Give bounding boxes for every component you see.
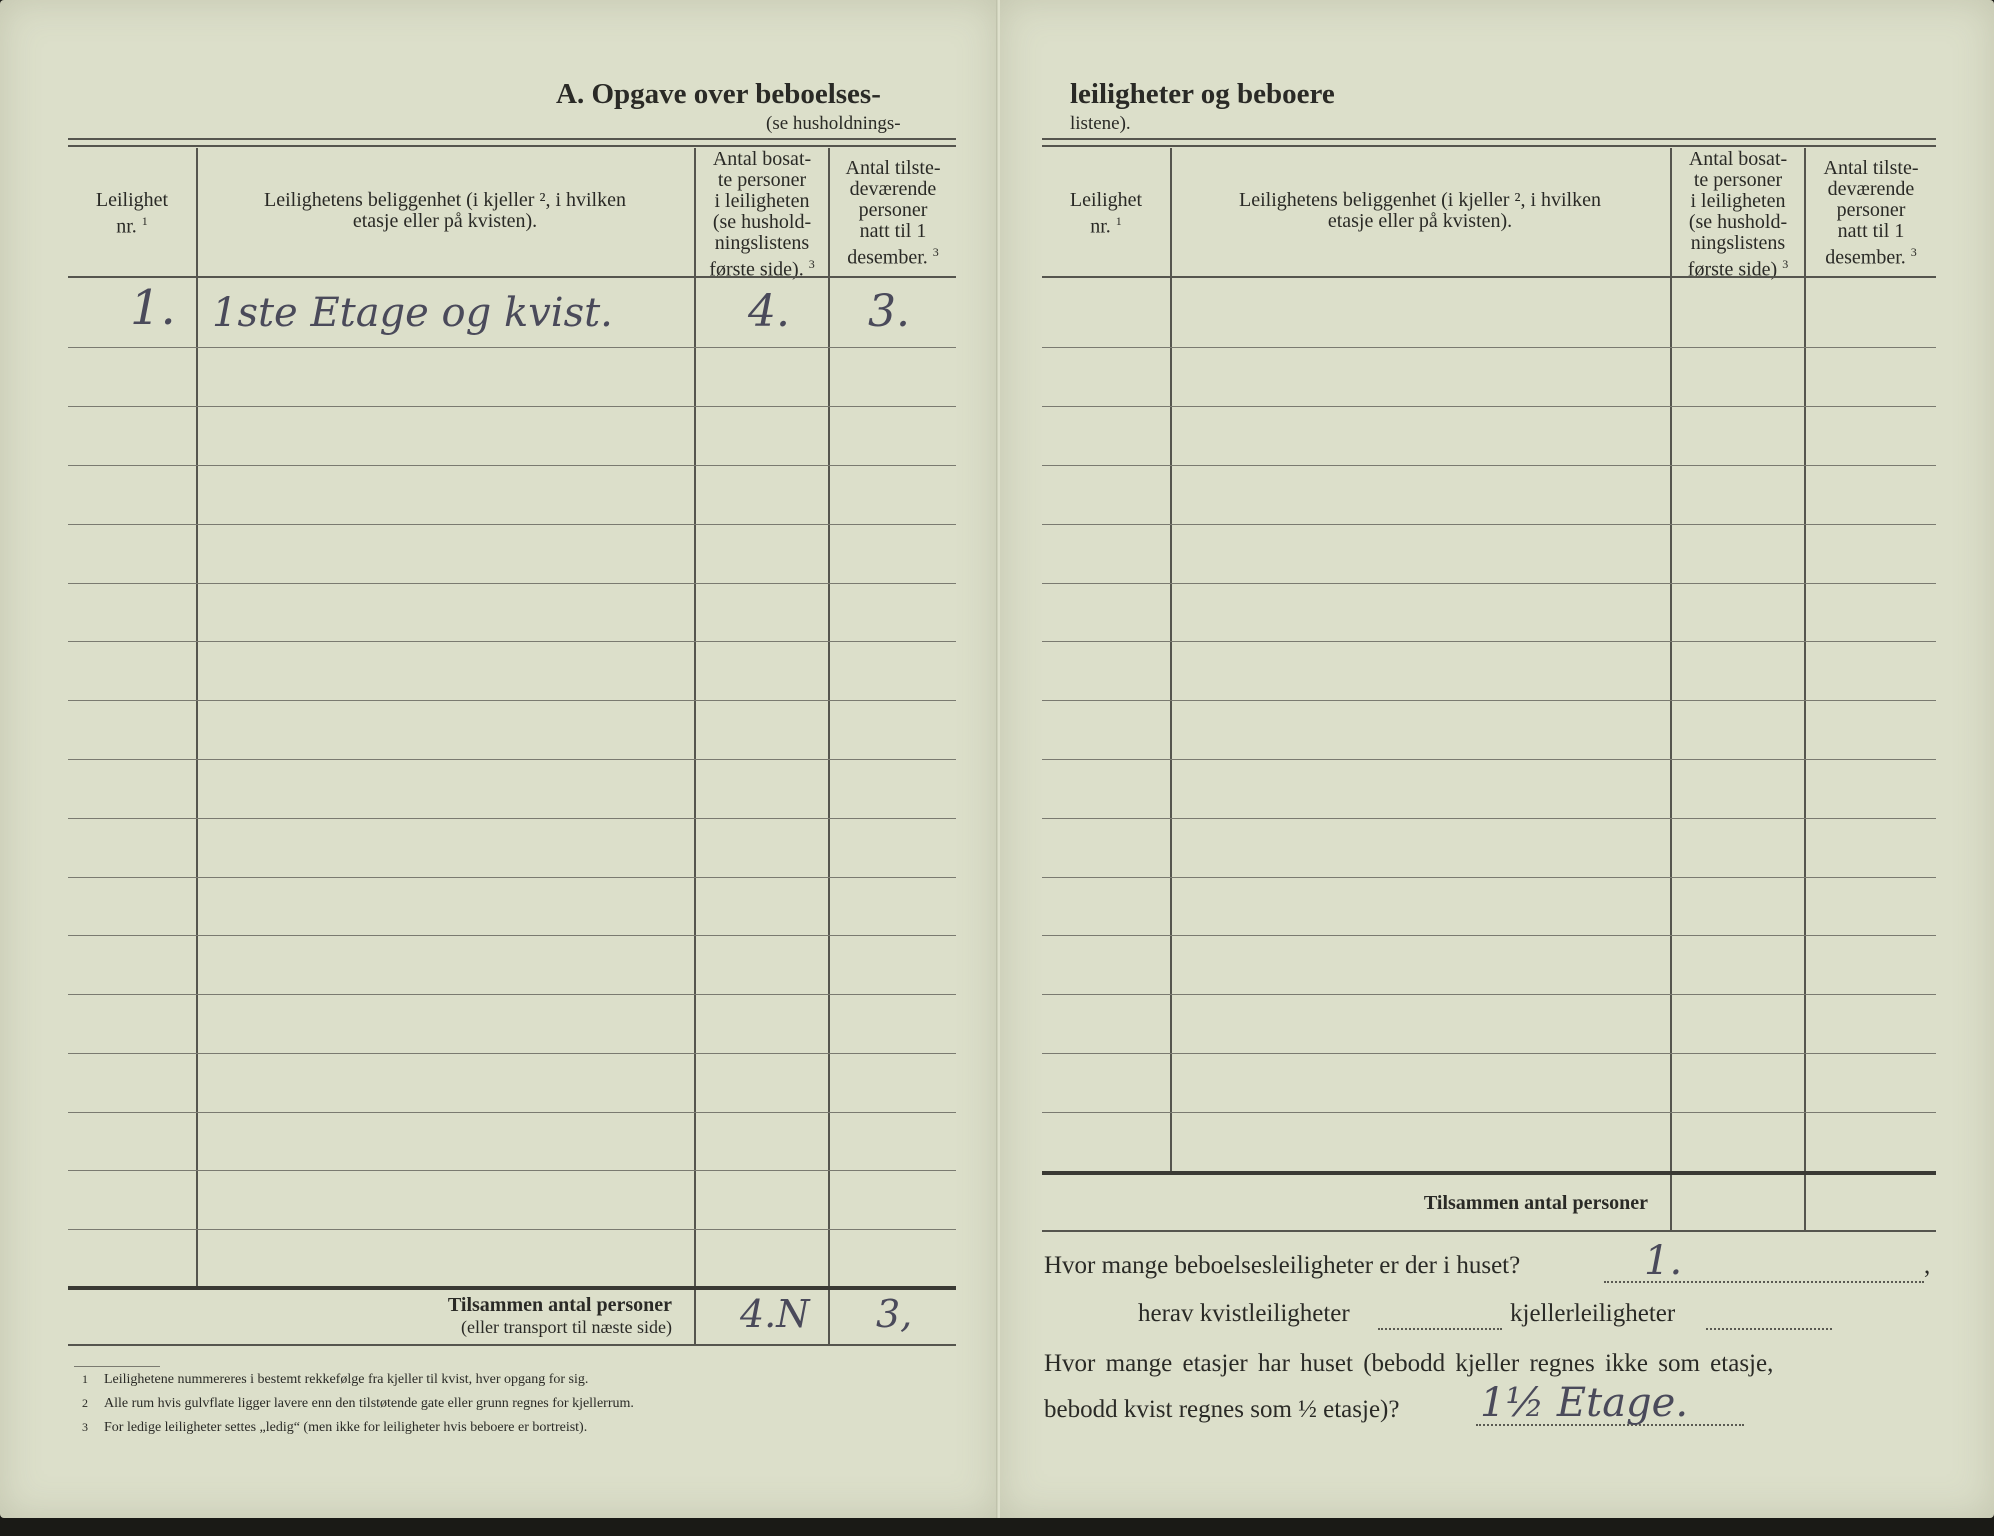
top-rule-2 [68,145,956,147]
row-line [68,406,956,407]
row-line [68,700,956,701]
right-title: leiligheter og beboere [1070,78,1335,110]
right-page [1000,0,1994,1518]
footnote-rule [74,1366,160,1367]
row-line [1042,641,1936,642]
row1-nr: 1. [130,280,176,336]
row-line [68,994,956,995]
answer-line-kjeller [1706,1328,1832,1330]
header-beliggenhet: Leilighetens beliggenhet (i kjeller ², i hvilken etasje eller på kvisten). [1238,189,1601,232]
row-line [68,465,956,466]
footnote-3: 3 For ledige leiligheter settes „ledig“ (men ikke for leiligheter hvis beboere er bortreist). [82,1420,588,1435]
left-total-label: Tilsammen antal personer (eller transport til næste side) [447,1294,672,1337]
col-divider [694,148,696,1344]
row-line [1042,465,1936,466]
header-bosatte: Antal bosat- te personer i leiligheten (se hushold- ningslistens første side). $^3$ [709,148,815,281]
header-bosatte: Antal bosat- te personer i leiligheten (se hushold- ningslistens første side) $^3$ [1687,148,1789,281]
row-line [68,818,956,819]
comma: , [1924,1252,1931,1279]
row-line [68,347,956,348]
bottom-rule [68,1344,956,1346]
row-line [1042,818,1936,819]
row-line [1042,583,1936,584]
top-rule [68,138,956,140]
total-rule [1042,1171,1936,1175]
total-bosatte: 4.N [740,1292,810,1336]
footnote-1: 1 Leilighetene nummereres i bestemt rekkefølge fra kjeller til kvist, hver opgang for sig. [82,1372,589,1387]
answer-etasjer: 1½ Etage. [1480,1380,1689,1426]
total-tilstede: 3, [876,1292,913,1336]
row1-tilstede: 3. [868,286,910,337]
col-divider [1170,148,1172,1172]
header-rule [68,276,956,278]
row-line [1042,1053,1936,1054]
row-line [1042,1112,1936,1113]
row-line [1042,700,1936,701]
question-etasjer-line2: bebodd kvist regnes som ½ etasje)? [1044,1396,1400,1423]
header-tilstede: Antal tilste- deværende personer natt til 1 desember. $^3$ [845,157,941,269]
row-line [1042,759,1936,760]
question-etasjer-line1: Hvor mange etasjer har huset (bebodd kjeller regnes ikke som etasje, [1044,1350,1774,1377]
left-page [0,0,998,1518]
header-beliggenhet: Leilighetens beliggenhet (i kjeller ², i hvilken etasje eller på kvisten). [263,189,626,232]
answer-leiligheter: 1. [1644,1238,1683,1284]
row-line [1042,406,1936,407]
answer-line-kvist [1378,1328,1502,1330]
top-rule [1042,138,1936,140]
row-line [1042,347,1936,348]
row-line [68,583,956,584]
header-leilighet-nr: Leilighet nr. $^1$ [1069,189,1143,238]
right-total-label: Tilsammen antal personer [1423,1192,1648,1214]
footnote-2: 2 Alle rum hvis gulvflate ligger lavere enn den tilstøtende gate eller grunn regnes for kjellerrum. [82,1396,634,1411]
col-divider [1670,148,1672,1230]
row1-location: 1ste Etage og kvist. [212,290,613,336]
left-subtitle: (se husholdnings- [766,113,901,134]
col-divider [828,148,830,1344]
header-rule [1042,276,1936,278]
total-rule [68,1286,956,1290]
col-divider [1804,148,1806,1230]
row-line [68,935,956,936]
row-line [1042,524,1936,525]
top-rule-2 [1042,145,1936,147]
row-line [1042,877,1936,878]
left-title: A. Opgave over beboelses- [556,78,881,110]
header-tilstede: Antal tilste- deværende personer natt til 1 desember. $^3$ [1823,157,1919,269]
header-leilighet-nr: Leilighet nr. $^1$ [95,189,169,238]
question-kvistleiligheter: herav kvistleiligheter [1138,1300,1350,1327]
row-line [68,524,956,525]
col-divider [196,148,198,1286]
row-line [68,1229,956,1230]
row-line [68,1053,956,1054]
row-line [1042,994,1936,995]
row-line [68,641,956,642]
bottom-rule [1042,1230,1936,1232]
row-line [68,1170,956,1171]
row1-bosatte: 4. [748,286,790,337]
row-line [68,759,956,760]
right-subtitle: listene). [1070,113,1131,134]
question-kjellerleiligheter: kjellerleiligheter [1510,1300,1676,1327]
row-line [68,877,956,878]
row-line [68,1112,956,1113]
question-leiligheter: Hvor mange beboelsesleiligheter er der i huset? [1044,1252,1521,1279]
row-line [1042,935,1936,936]
